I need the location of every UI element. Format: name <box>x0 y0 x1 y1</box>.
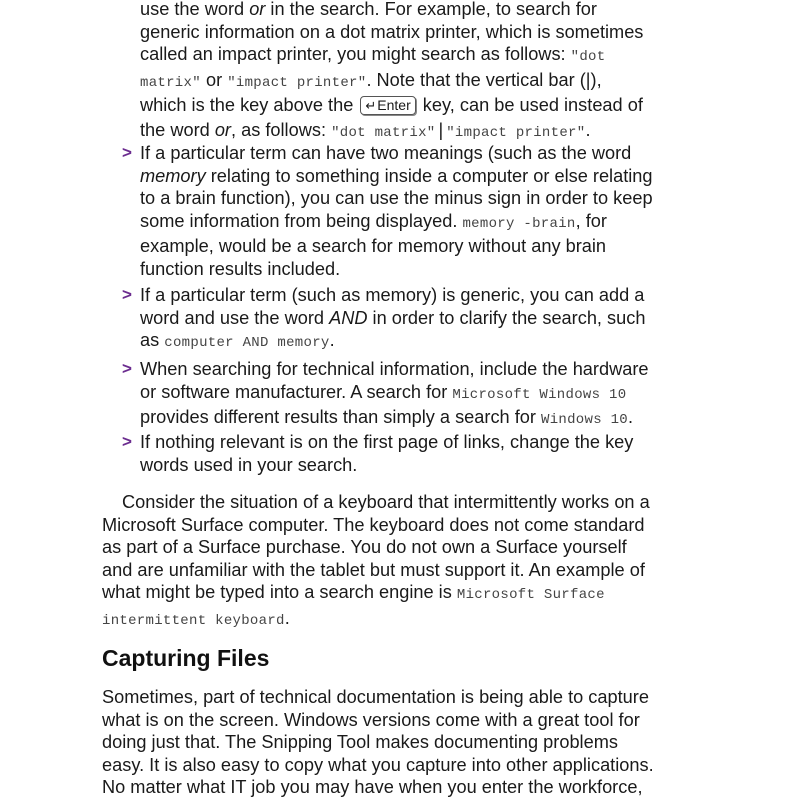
bullet-line: to a brain function), you can use the minus sign in order to keep <box>140 188 653 209</box>
paragraph-line: intermittent keyboard. <box>102 607 290 629</box>
intro-paragraph <box>140 0 700 145</box>
bullet-line: as computer AND memory. <box>140 330 335 352</box>
paragraph-line: Sometimes, part of technical documentation is being able to capture <box>102 687 649 707</box>
intro-line-1: use the word or in the search. For example, to search for <box>140 0 597 19</box>
bullet-line: If a particular term (such as memory) is generic, you can add a <box>140 285 645 305</box>
paragraph-line: Microsoft Surface computer. The keyboard does not come standard <box>102 514 645 535</box>
paragraph-line: doing just that. The Snipping Tool makes documenting problems <box>102 732 618 753</box>
surface-paragraph <box>102 491 702 633</box>
paragraph-line: what is on the screen. Windows versions come with a great tool for <box>102 709 640 730</box>
bullet-line: provides different results than simply a search for Windows 10. <box>140 407 634 429</box>
intro-line-5: which is the key above the ↵Enter key, can be used instead of <box>140 95 643 116</box>
bullet-line: words used in your search. <box>140 454 358 475</box>
paragraph-line: Consider the situation of a keyboard that intermittently works on a <box>122 492 650 512</box>
section-heading: Capturing Files <box>102 645 270 671</box>
enter-key: ↵Enter <box>360 96 415 115</box>
paragraph-line: No matter what IT job you may have when you enter the workforce, <box>102 777 643 798</box>
bullet-line: word and use the word AND in order to clarify the search, such <box>140 307 646 328</box>
bullet-first-page <box>122 431 702 476</box>
paragraph-line: and are unfamiliar with the tablet but must support it. An example of <box>102 559 645 580</box>
intro-line-3: called an impact printer, you might search as follows: "dot <box>140 44 606 66</box>
bullet-line: If nothing relevant is on the first page of links, change the key <box>140 432 634 452</box>
bullet-line: or software manufacturer. A search for Microsoft Windows 10 <box>140 381 627 403</box>
bullet-manufacturer <box>122 358 702 432</box>
bullet-line: example, would be a search for memory without any brain <box>140 236 607 257</box>
capture-paragraph <box>102 686 702 799</box>
bullet-marker: > <box>122 432 132 451</box>
bullet-line: memory relating to something inside a computer or else relating <box>140 165 653 186</box>
bullet-line: When searching for technical information, include the hardware <box>140 359 649 379</box>
bullet-marker: > <box>122 143 132 162</box>
bullet-marker: > <box>122 359 132 378</box>
paragraph-line: what might be typed into a search engine is Microsoft Surface <box>102 582 605 604</box>
return-arrow-icon: ↵ <box>365 98 377 114</box>
intro-line-2: generic information on a dot matrix printer, which is sometimes <box>140 21 644 42</box>
bullet-line: function results included. <box>140 258 341 279</box>
bullet-two-meanings <box>122 142 702 281</box>
intro-line-6: the word or, as follows: "dot matrix" | "impact printer". <box>140 119 591 141</box>
bullet-line: If a particular term can have two meanings (such as the word <box>140 143 632 163</box>
paragraph-line: easy. It is also easy to copy what you capture into other applications. <box>102 754 654 775</box>
paragraph-line: as part of a Surface purchase. You do not own a Surface yourself <box>102 537 627 558</box>
bullet-line: some information from being displayed. memory -brain, for <box>140 210 607 232</box>
bullet-marker: > <box>122 285 132 304</box>
intro-line-4: matrix" or "impact printer". Note that the vertical bar (|), <box>140 69 602 91</box>
bullet-generic-term <box>122 284 702 355</box>
